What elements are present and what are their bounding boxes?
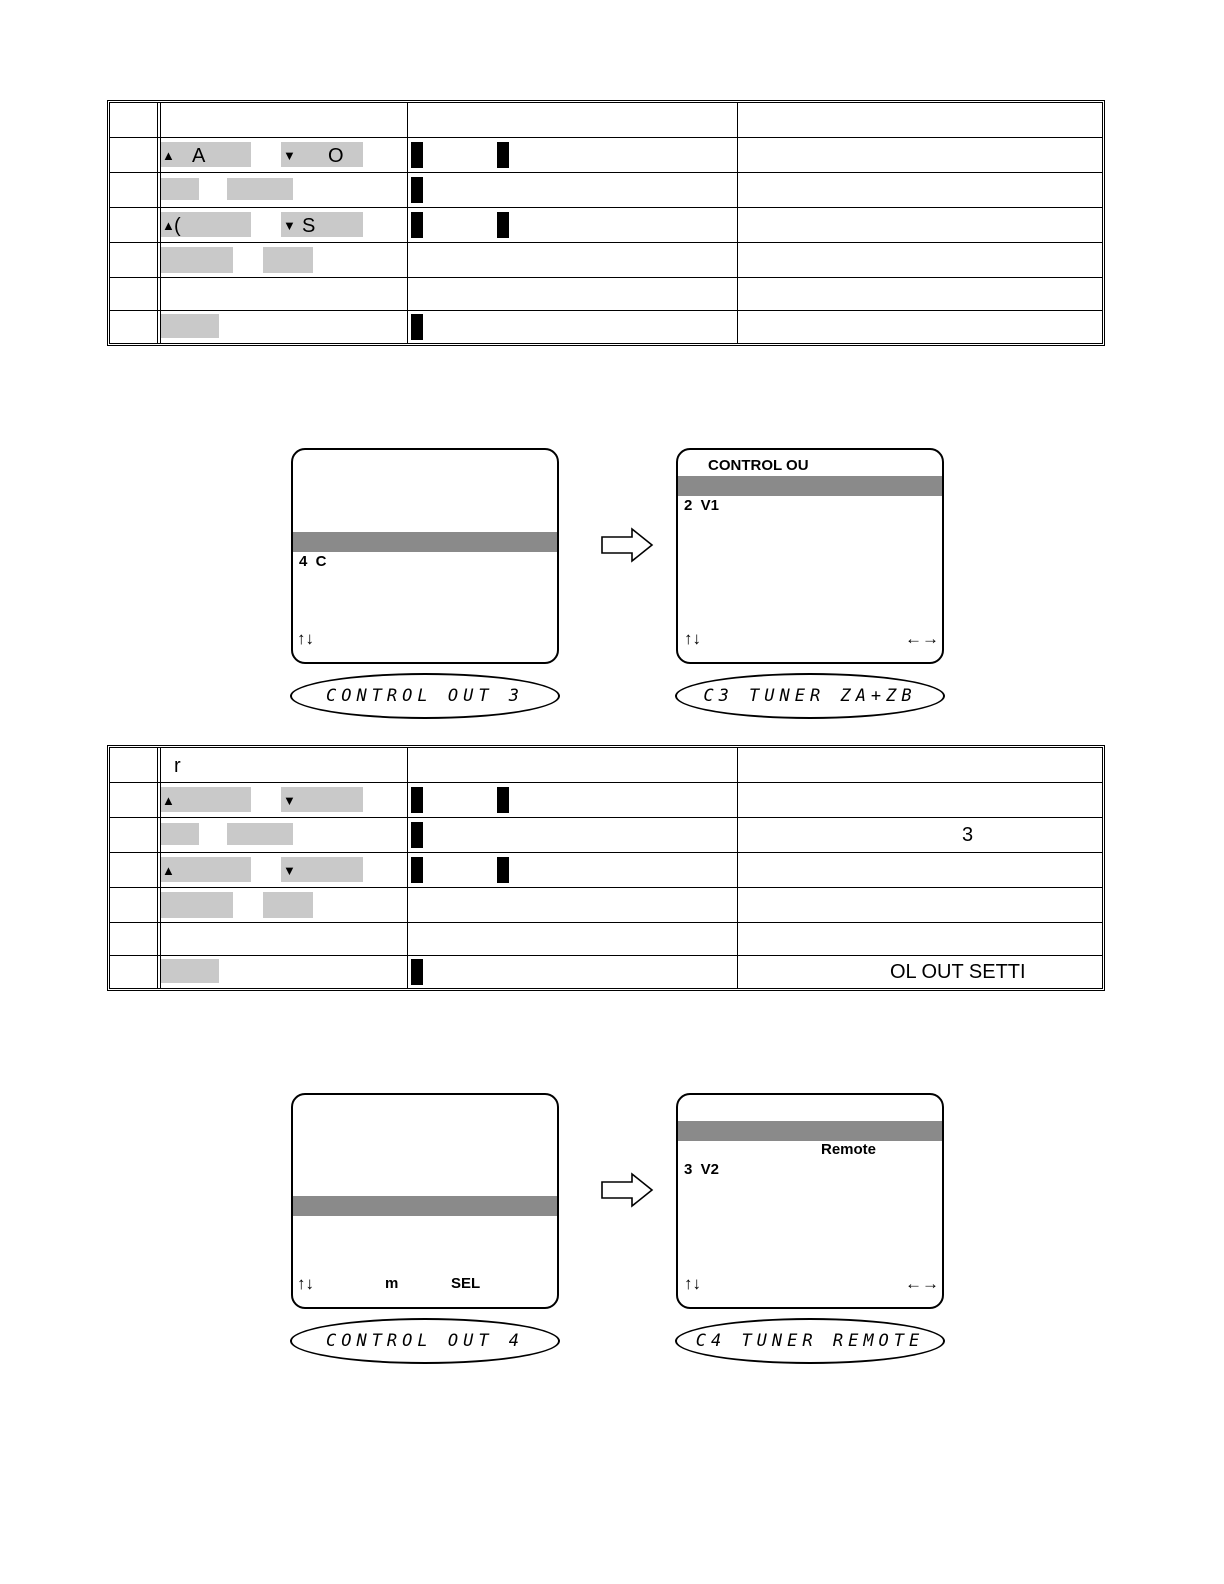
black-marker [497,142,509,168]
black-marker [411,142,423,168]
row-left-text: A [192,145,206,167]
table-row [110,853,1102,888]
black-marker [411,822,423,848]
row-right-text: S [302,215,316,237]
lcd-text: C4 TUNER REMOTE [695,1331,925,1351]
table-row [110,243,1102,278]
up-down-arrows-icon: ↑↓ [297,1274,314,1293]
black-marker [411,787,423,813]
table-row [110,311,1102,343]
table-header-row [110,748,1102,783]
left-right-arrows-icon: ←→ [905,1274,939,1293]
table-row [110,138,1102,173]
down-triangle-icon: ▼ [283,793,296,808]
menu-item: 4 C [299,553,327,570]
hint-sel: SEL [451,1275,481,1292]
table-row [110,818,1102,853]
table-row [110,923,1102,956]
highlight-bar [293,1196,557,1216]
menu-item: 3 V2 [684,1161,720,1178]
table-row [110,783,1102,818]
black-marker [411,177,423,203]
lcd-text: C3 TUNER ZA+ZB [703,686,917,706]
procedure-table-1 [107,100,1105,346]
highlight-bar [293,532,557,552]
osd-screen-2 [676,448,944,664]
row-note: 3 [962,824,974,846]
procedure-table-2 [107,745,1105,991]
row-left-text: ( [174,215,181,237]
black-marker [497,787,509,813]
header-text: r [174,755,181,777]
lcd-display-4 [675,1318,945,1364]
table-row [110,888,1102,923]
highlight-bar [678,476,942,496]
table-header-row [110,103,1102,138]
osd-screen-3 [291,1093,559,1309]
down-triangle-icon: ▼ [283,218,296,233]
row-right-text: O [328,145,344,167]
up-triangle-icon: ▲ [162,218,175,233]
black-marker [411,212,423,238]
down-triangle-icon: ▼ [283,148,296,163]
black-marker [497,212,509,238]
hint-text: m [385,1275,399,1292]
up-down-arrows-icon: ↑↓ [684,1274,701,1293]
lcd-text: CONTROL OUT 3 [325,686,525,706]
right-arrow-icon [600,527,656,563]
black-marker [411,959,423,985]
highlight-bar [678,1121,942,1141]
remote-label: Remote [821,1141,877,1158]
left-right-arrows-icon: ←→ [905,629,939,648]
table-row [110,208,1102,243]
black-marker [497,857,509,883]
up-down-arrows-icon: ↑↓ [297,629,314,648]
lcd-display-2 [675,673,945,719]
menu-item: 2 V1 [684,497,720,514]
black-marker [411,857,423,883]
table-row [110,956,1102,988]
up-triangle-icon: ▲ [162,793,175,808]
up-triangle-icon: ▲ [162,148,175,163]
table-row [110,173,1102,208]
osd-screen-1 [291,448,559,664]
lcd-display-1 [290,673,560,719]
osd-screen-4 [676,1093,944,1309]
lcd-text: CONTROL OUT 4 [325,1331,525,1351]
screen-title: CONTROL OU [708,457,809,474]
lcd-display-3 [290,1318,560,1364]
black-marker [411,314,423,340]
row-note: OL OUT SETTI [890,961,1026,983]
right-arrow-icon [600,1172,656,1208]
up-down-arrows-icon: ↑↓ [684,629,701,648]
table-row [110,278,1102,311]
down-triangle-icon: ▼ [283,863,296,878]
up-triangle-icon: ▲ [162,863,175,878]
